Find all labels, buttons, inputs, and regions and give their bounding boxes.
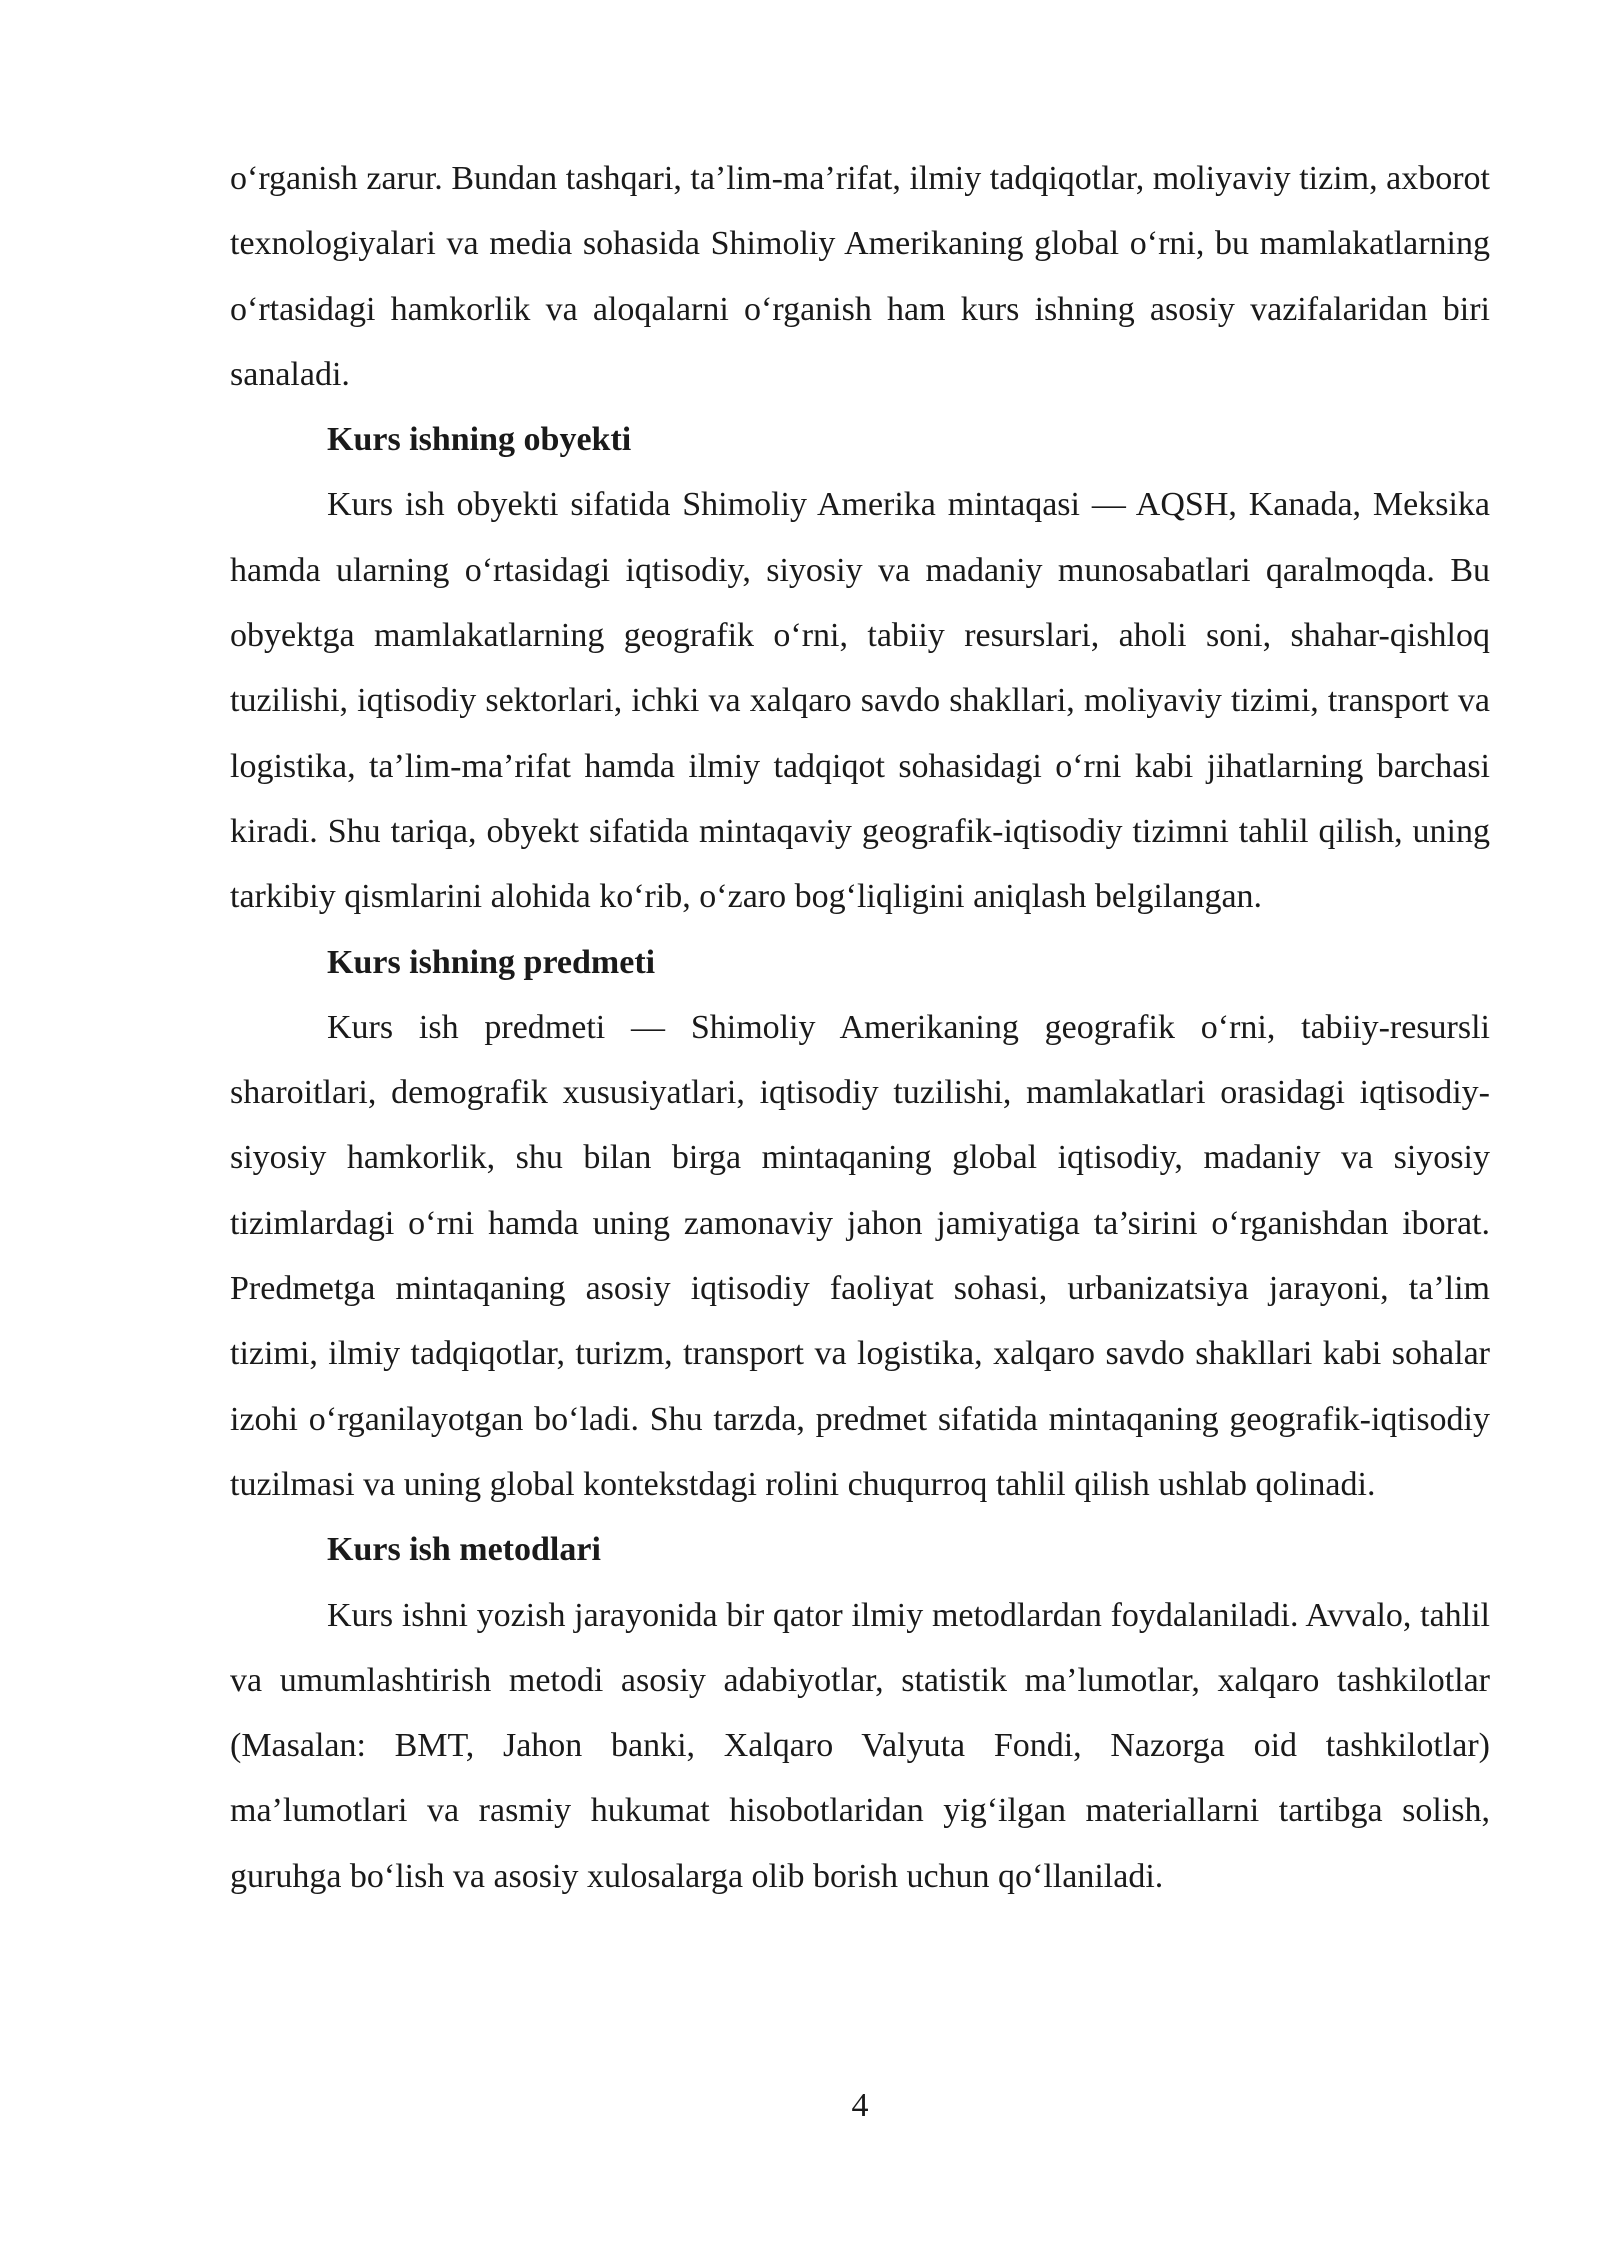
section-heading-subject: Kurs ishning predmeti — [327, 943, 656, 981]
object-paragraph: Kurs ish obyekti sifatida Shimoliy Amerika mintaqasi — AQSH, Kanada, Meksika hamda ularning o‘rtasidagi iqtisodiy, siyosiy va madaniy munosabatlari qaralmoqda. Bu obyektga mamlakatlarning geografik o‘rni, tabiiy resurslari, aholi soni, shahar-qishloq tuzilishi, iqtisodiy sektorlari, ichki va xalqaro savdo shakllari, moliyaviy tizimi, transport va logistika, ta’lim-ma’rifat hamda ilmiy tadqiqot sohasidagi o‘rni kabi jihatlarning barchasi kiradi. Shu tariqa, obyekt sifatida mintaqaviy geografik-iqtisodiy tizimni tahlil qilish, uning tarkibiy qismlarini alohida ko‘rib, o‘zaro bog‘liqligini aniqlash belgilangan. — [230, 486, 1490, 916]
section-heading-methods: Kurs ish metodlari — [327, 1531, 601, 1569]
methods-paragraph: Kurs ishni yozish jarayonida bir qator ilmiy metodlardan foydalaniladi. Avvalo, tahlil va umumlashtirish metodi asosiy adabiyotlar, statistik ma’lumotlar, xalqaro tashkilotlar (Masalan: BMT, Jahon banki, Xalqaro Valyuta Fondi, Nazorga oid tashkilotlar) ma’lumotlari va rasmiy hukumat hisobotlaridan yig‘ilgan materiallarni tartibga solish, guruhga bo‘lish va asosiy xulosalarga olib borish uchun qo‘llaniladi. — [230, 1596, 1490, 1895]
subject-paragraph: Kurs ish predmeti — Shimoliy Amerikaning geografik o‘rni, tabiiy-resursli sharoitlari, demografik xususiyatlari, iqtisodiy tuzilishi, mamlakatlari orasidagi iqtisodiy-siyosiy hamkorlik, shu bilan birga mintaqaning global iqtisodiy, madaniy va siyosiy tizimlardagi o‘rni hamda uning zamonaviy jahon jamiyatiga ta’sirini o‘rganishdan iborat. Predmetga mintaqaning asosiy iqtisodiy faoliyat sohasi, urbanizatsiya jarayoni, ta’lim tizimi, ilmiy tadqiqotlar, turizm, transport va logistika, xalqaro savdo shakllari kabi sohalar izohi o‘rganilayotgan bo‘ladi. Shu tarzda, predmet sifatida mintaqaning geografik-iqtisodiy tuzilmasi va uning global kontekstdagi rolini chuqurroq tahlil qilish ushlab qolinadi. — [230, 1008, 1490, 1503]
section-heading-object: Kurs ishning obyekti — [327, 421, 632, 459]
intro-paragraph: o‘rganish zarur. Bundan tashqari, ta’lim-ma’rifat, ilmiy tadqiqotlar, moliyaviy tizim, axborot texnologiyalari va media sohasida Shimoliy Amerikaning global o‘rni, bu mamlakatlarning o‘rtasidagi hamkorlik va aloqalarni o‘rganish ham kurs ishning asosiy vazifalaridan biri sanaladi. — [230, 160, 1490, 393]
page-body — [230, 146, 1490, 1909]
page-number: 4 — [851, 2087, 869, 2124]
